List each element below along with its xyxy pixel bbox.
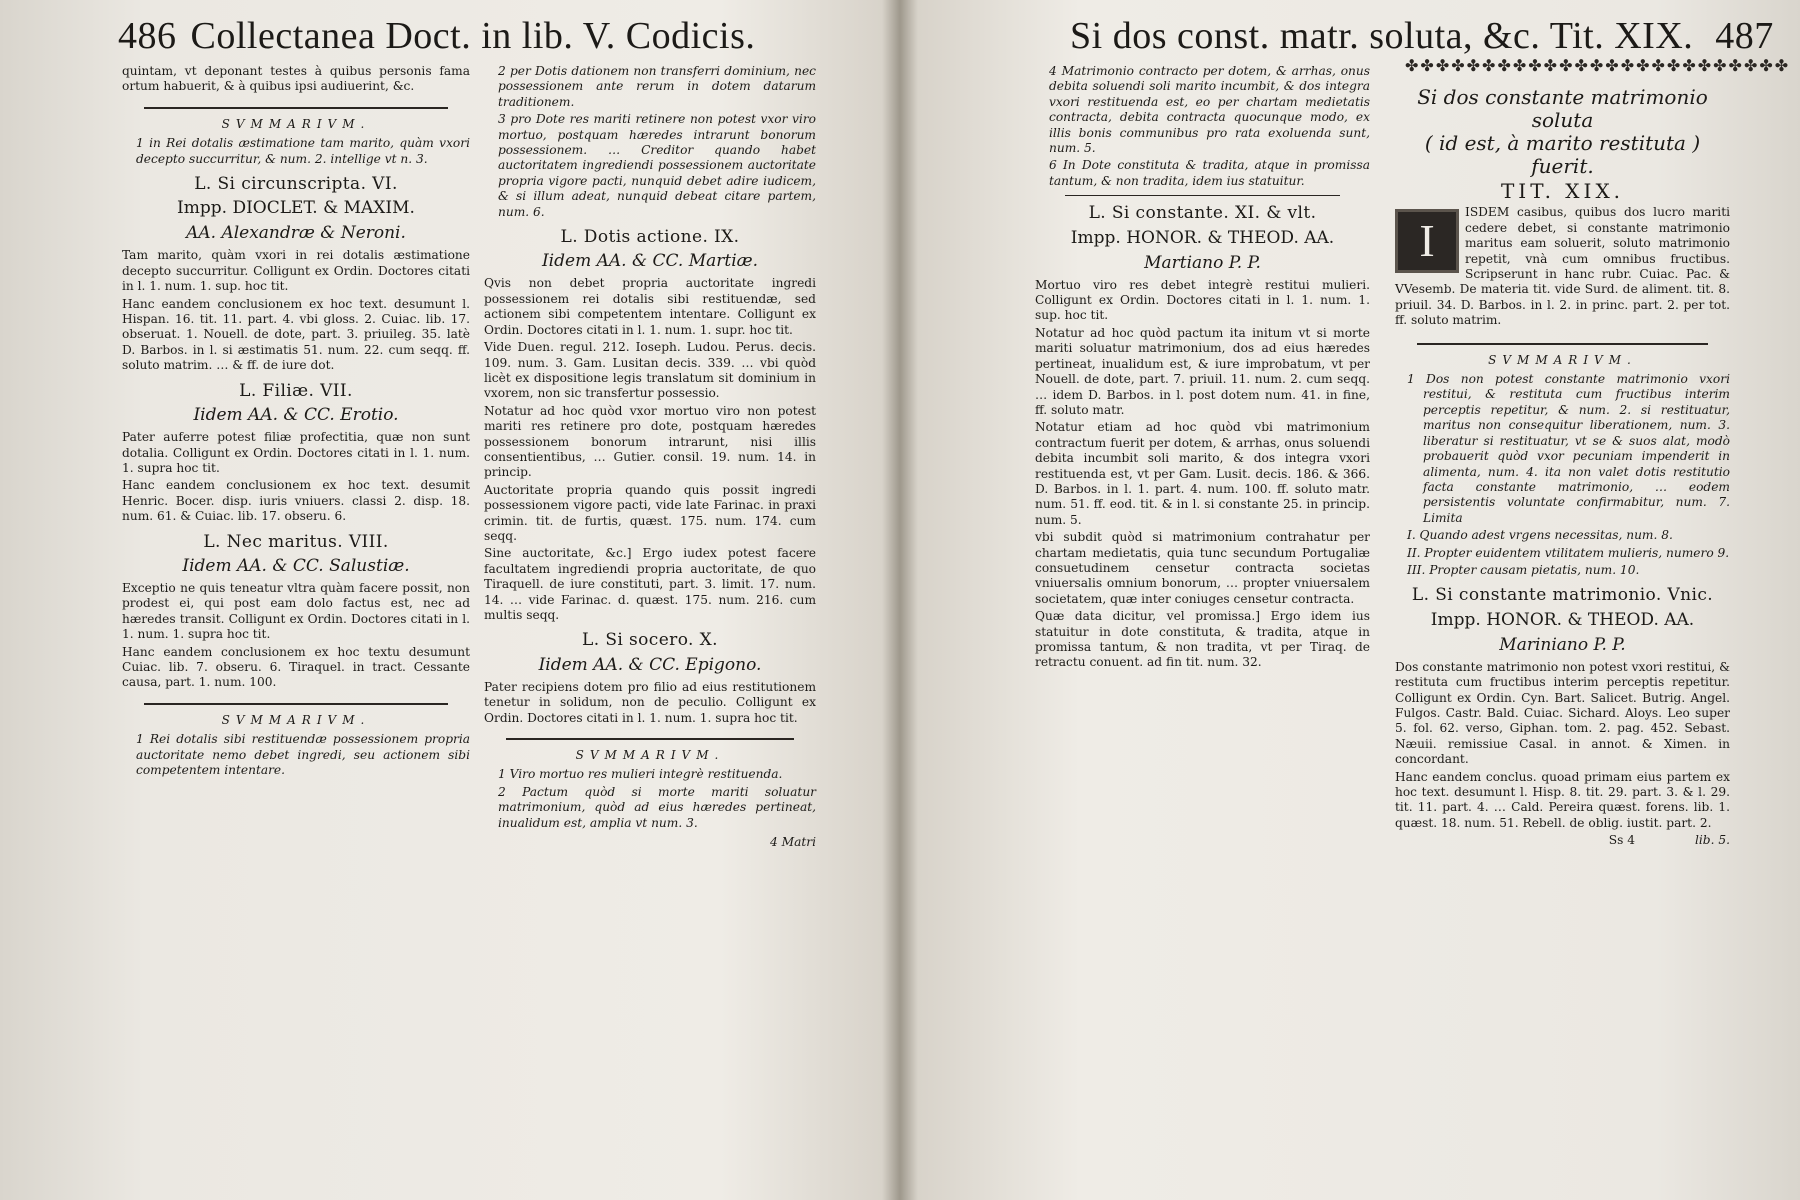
text-unic-p1: Dos constante matrimonio non potest vxori restitui, & restituta cum fructibus interim perceptis repetitur. Colligunt ex Ordin. Cyn. Bart. Salicet. Butrig. Angel. Fulgos. Castr. Bald. Cuiac. Sichard. Aloys. Leo super 5. fol. 62. verso, Giphan. tom. 2. pag. 452. Sebast. Næuii. remissiue Casal. in annot. & Ximen. in concordant. [1395,659,1730,767]
right-column-1 [1035,64,1370,673]
emperor-line-9: Iidem AA. & CC. Martiæ. [541,251,759,272]
emperor-line-10: Iidem AA. & CC. Epigono. [538,654,762,675]
intro-paragraph [1395,205,1730,328]
tit-heading: TIT. XIX. [1500,179,1625,203]
right-column-2 [1395,64,1730,851]
divider-rule [144,107,448,109]
decorated-initial: I [1395,209,1459,273]
text-9-p3: Notatur ad hoc quòd vxor mortuo viro non potest mariti res retinere pro dote, postquam hæredes possessionem bonorum intrarunt, nisi illis consentientibus, … Gutier. consil. 19. num. 14. in princip. [484,403,816,480]
left-running-head [118,14,755,58]
summarium-heading: SVMMARIVM. [221,116,371,131]
left-page [0,0,895,1200]
divider-rule [144,703,448,705]
text-8-p2: Hanc eandem conclusionem ex hoc textu desumunt Cuiac. lib. 7. obseru. 6. Tiraquel. in tract. Cessante causa, part. 1. num. 100. [122,644,470,690]
summarium-item-2: 1 Rei dotalis sibi restituendæ possessionem propria auctoritate nemo debet ingredi, seu actionem sibi competentem intentare. [136,732,470,777]
text-6-p2: Hanc eandem conclusionem ex hoc text. desumunt l. Hispan. 16. tit. 11. part. 4. vbi gloss. 2. Cuiac. lib. 17. obseruat. 1. Nouell. de dote, part. 3. priuileg. 35. latè D. Barbos. in l. si æstimatis 51. num. 22. cum seqq. ff. soluto matrim. … & ff. de iure dot. [122,296,470,373]
summarium-item: 3 pro Dote res mariti retinere non potest vxor viro mortuo, postquam hæredes intrarunt bonorum possessionem. … Creditor quando habet auctoritatem ingrediendi possessionem auctoritate propria vigore pacti, nunquid debet adire iudicem, & si illum adeat, nunquid debeat citare partem, num. 6. [498,112,816,219]
divider-rule [506,738,794,740]
right-page [905,0,1800,1200]
emperor-line-unic-b: Mariniano P. P. [1499,634,1626,655]
catchword-right: lib. 5. [1695,833,1730,848]
lex-heading-11: L. Si constante. XI. & vlt. [1088,203,1317,224]
summarium-item: III. Propter causam pietatis, num. 10. [1407,562,1640,577]
summarium-item: 2 Pactum quòd si morte mariti soluatur matrimonium, quòd ad eius hæredes pertineat, inualidum est, amplia vt num. 3. [498,784,816,830]
summarium-heading-3: SVMMARIVM. [575,748,725,763]
text-11-p5: Quæ data dicitur, vel promissa.] Ergo idem ius statuitur in dote constituta, & tradita, atque in promissa tantum, & non tradita, vt per Tiraq. de retractu conuent. ad fin tit. num. 32. [1035,609,1370,670]
emperor-line-11a: Impp. HONOR. & THEOD. AA. [1070,227,1335,248]
left-column-1 [122,64,470,780]
left-column-2 [484,64,816,852]
text-11-p1: Mortuo viro res debet integrè restitui mulieri. Colligunt ex Ordin. Doctores citati in l. 1. num. 1. sup. hoc tit. [1035,277,1370,323]
col1-intro: quintam, vt deponant testes à quibus personis fama ortum habuerit, & à quibus ipsi audiuerint, &c. [122,64,470,94]
summarium-item: 6 In Dote constituta & tradita, atque in promissa tantum, & non tradita, idem ius statuitur. [1049,158,1370,188]
text-6-p1: Tam marito, quàm vxori in rei dotalis æstimatione decepto succurritur. Colligunt ex Ordin. Doctores citati in l. 1. num. 1. sup. hoc tit. [122,248,470,294]
emperor-line-6a: Impp. DIOCLET. & MAXIM. [177,198,415,219]
text-7-p1: Pater auferre potest filiæ profectitia, quæ non sunt dotalia. Colligunt ex Ordin. Doctores citati in l. 1. num. 1. supra hoc tit. [122,430,470,475]
text-11-p4: vbi subdit quòd si matrimonium contrahatur per chartam medietatis, quia tunc secundum Portugaliæ consuetudinem censetur contracta societas vniuersalis omnium bonorum, … propter vniuersalem societatem, quæ inter coniuges censetur contracta. [1035,530,1370,606]
text-11-p3: Notatur etiam ad hoc quòd vbi matrimonium contractum fuerit per dotem, & arrhas, onus soluendi debita incumbit soli marito, & dos integra vxori restituenda est, vt per Gam. Lusit. decis. 186. & 366. D. Barbos. in l. 1. part. 4. num. 100. ff. soluto matr. num. 51. ff. eod. tit. & in l. si constante 25. in princip. num. 5. [1035,420,1370,527]
lex-heading-7: L. Filiæ. VII. [239,380,353,401]
emperor-line-unic-a: Impp. HONOR. & THEOD. AA. [1430,609,1695,630]
summarium-item: 1 Dos non potest constante matrimonio vxori restitui, & restituta cum fructibus interim perceptis repetitur, & num. 2. si restituatur, maritus non consequitur liberationem, num. 3. liberatur si restituatur, vt se & suos alat, modò probauerit quòd vxor pecuniam impenderit in alimenta, num. 4. ita non valet dotis restitutio facta constante matrimonio, … eodem persistentis voluntate confirmabitur, num. 7. Limita [1407,372,1730,525]
lex-heading-10: L. Si socero. X. [582,630,718,651]
page-number-left: 486 [118,15,177,57]
left-running-title: Collectanea Doct. in lib. V. Codicis. [190,15,756,57]
text-8-p1: Exceptio ne quis teneatur vltra quàm facere possit, non prodest ei, qui post eam dolo factus est, nec ad hæredes transit. Colligunt ex Ordin. Doctores citati in l. 1. num. 1. supra hoc tit. [122,580,470,642]
text-10-p1: Pater recipiens dotem pro filio ad eius restitutionem tenetur in solidum, non de peculio. Colligunt ex Ordin. Doctores citati in l. 1. num. 1. supra hoc tit. [484,679,816,725]
text-11-p2: Notatur ad hoc quòd pactum ita initum vt si morte mariti soluatur matrimonium, dos ad eius hæredes pertineat, inualidum est, & iure improbatum, vt per Nouell. de dote, part. 7. priuil. 11. num. 2. cum seqq. … idem D. Barbos. in l. post dotem num. 41. in fine, ff. soluto matr. [1035,325,1370,417]
summarium-list [1395,372,1730,578]
signature-line [1395,833,1730,848]
title-line-3: fuerit. [1531,154,1594,178]
signature-mark: Ss 4 [1608,833,1636,848]
text-9-p2: Vide Duen. regul. 212. Ioseph. Ludou. Perus. decis. 109. num. 3. Gam. Lusitan decis. 339. … vbi quòd licèt ex dispositione legis translatum sit dominium in vxorem, non sic transfertur possessio. [484,340,816,401]
summarium-item: 1 in Rei dotalis æstimatione tam marito, quàm vxori decepto succurritur, & num. 2. intellige vt n. 3. [136,136,470,166]
title-line-2: ( id est, à marito restituta ) [1424,131,1701,155]
title-block [1395,86,1730,178]
lex-heading-6: L. Si circunscripta. VI. [194,174,398,195]
right-running-head [1070,14,1774,58]
divider-rule [1417,343,1708,345]
emperor-line-8: Iidem AA. & CC. Salustiæ. [182,555,410,576]
intro-text: ISDEM casibus, quibus dos lucro mariti cedere debet, si constante matrimonio maritus eam soluerit, soluto matrimonio repetit, vnà cum omnibus fructibus. Scripserunt in hanc rubr. Cuiac. Pac. & VVesemb. De materia tit. vide Surd. de aliment. tit. 8. priuil. 34. D. Barbos. in l. 2. in princ. part. 2. per tot. ff. soluto matrim. [1395,205,1730,328]
emperor-line-11b: Martiano P. P. [1144,252,1261,273]
summarium-heading-2: SVMMARIVM. [221,712,371,727]
emperor-line-7: Iidem AA. & CC. Erotio. [193,405,399,426]
emperor-line-6b: AA. Alexandræ & Neroni. [186,223,406,244]
lex-heading-9: L. Dotis actione. IX. [560,227,740,248]
text-7-p2: Hanc eandem conclusionem ex hoc text. desumit Henric. Bocer. disp. iuris vniuers. classi 2. disp. 18. num. 61. & Cuiac. lib. 17. obseru. 6. [122,478,470,524]
lex-heading-8: L. Nec maritus. VIII. [203,531,389,552]
summarium-item: II. Propter euidentem vtilitatem mulieris, numero 9. [1407,545,1730,560]
summarium-item: 1 Viro mortuo res mulieri integrè restituenda. [498,767,783,782]
summarium-item: I. Quando adest vrgens necessitas, num. 8. [1407,528,1673,543]
text-9-p5: Sine auctoritate, &c.] Ergo iudex potest facere facultatem ingrediendi propria auctoritate, de quo Tiraquell. de iure constituti, part. 3. limit. 17. num. 14. … vide Farinac. d. quæst. 175. num. 216. cum multis seqq. [484,546,816,622]
divider-rule [1065,195,1340,196]
lex-heading-unic: L. Si constante matrimonio. Vnic. [1411,585,1714,606]
text-unic-p2: Hanc eandem conclus. quoad primam eius partem ex hoc text. desumunt l. Hisp. 8. tit. 29. part. 3. & l. 29. tit. 11. part. 4. … Cald. Pereira quæst. forens. lib. 1. quæst. 18. num. 51. Rebell. de oblig. iustit. part. 2. [1395,769,1730,830]
ornament-band: ✤✤✤✤✤✤✤✤✤✤✤✤✤✤✤✤✤✤✤✤✤✤✤✤✤ [1405,56,1791,75]
text-9-p4: Auctoritate propria quando quis possit ingredi possessionem vigore pacti, vide late Farinac. in praxi crimin. tit. de furtis, quæst. 175. num. 174. cum seqq. [484,482,816,543]
text-9-p1: Qvis non debet propria auctoritate ingredi possessionem rei dotalis sibi restituendæ, sed actionem sibi competentem intentare. Colligunt ex Ordin. Doctores citati in l. 1. num. 1. supr. hoc tit. [484,276,816,337]
right-running-title: Si dos const. matr. soluta, &c. Tit. XIX. [1070,15,1694,57]
summarium-item: 2 per Dotis dationem non transferri dominium, nec possessionem ante rerum in dotem datarum traditionem. [498,64,816,109]
page-number-right: 487 [1715,15,1774,57]
summarium-item: 4 Matrimonio contracto per dotem, & arrhas, onus debita soluendi soli marito incumbit, & dos integra vxori restituenda est, eo per chartam medietatis contracta, debita contracta quocunque modo, ex illis bonis communibus pro rata exoluenda sunt, num. 5. [1049,64,1370,156]
summarium-heading: SVMMARIVM. [1488,352,1637,367]
title-line-1: Si dos constante matrimonio soluta [1417,85,1708,132]
catchword-left: 4 Matri [770,835,816,850]
